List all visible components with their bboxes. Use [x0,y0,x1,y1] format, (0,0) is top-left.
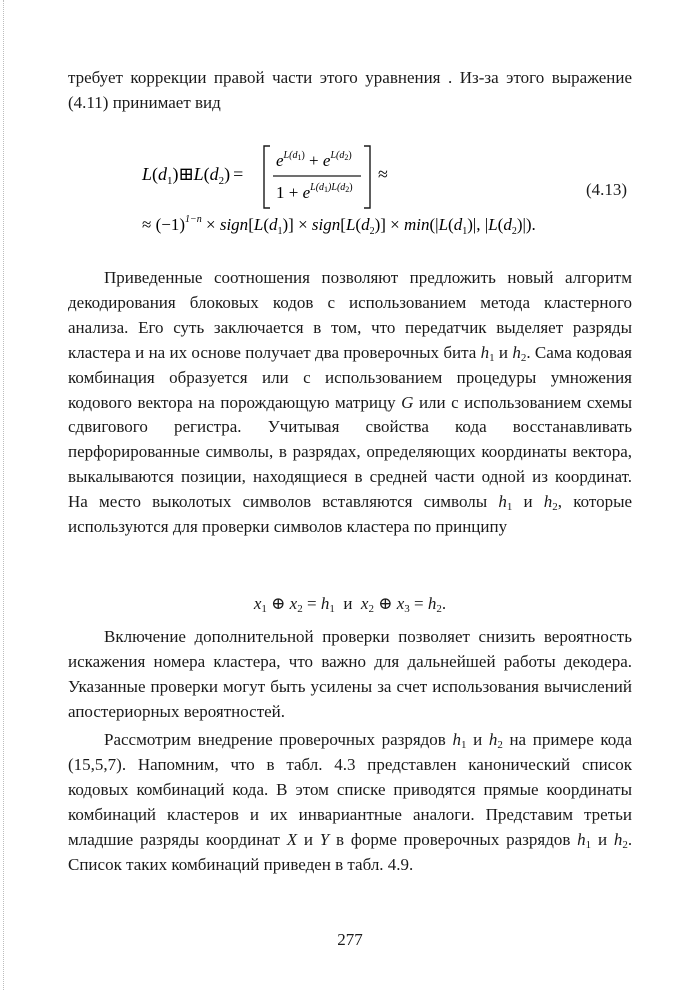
eq-lhs-d1: d [158,164,168,184]
eq-lhs-L1: L [142,164,153,184]
eq-left-bracket [264,146,270,208]
eq-lhs-sub2: 2 [218,175,225,187]
eq-lhs-d2: d [209,164,219,184]
equation-4-13 [0,136,700,266]
check-equation: $x_1$ ⊕ $x_2 = h_1$ и $x_2$ ⊕ $x_3 = h_2$. [253,594,447,615]
svg-text:L(d1)⊞L(d2)=: $L(d_1)⊞L(d_2)$ = [142,164,244,187]
eq-line2: ≈ $(-1)^{1-n}$ × $sign[L(d_1)]$ × $sign[L(d_2)] \times \min(|L(d_1)|$, $|L(d_2)|$). [142,214,536,237]
var-X: X [286,829,298,849]
equation-number: (4.13) [586,180,628,199]
eq-numerator: $e^{L(d}1) + e^{L(d}2$) [276,150,352,170]
eq-right-bracket [364,146,370,208]
paragraph-code-example: Рассмотрим внедрение проверочных разрядов $h_1$ и $h_2$ на примере кода (15,5,7). Напомним, что в табл. 4.3 представлен канонический список кодовых комбинаций кода. В этом списке приводятся прямые координаты комбинаций кластеров и их инвариантные аналоги. Представим третьи младшие разряды координат X и Y в форме проверочных разрядов $h_1$ и $h_2$. Список таких комбинаций приведен в табл. 4.9. [68,730,633,874]
eq-approx-1: ≈ [378,164,388,184]
paragraph-additional-check: Включение дополнительной проверки позволяет снизить вероятность искажения номера кластера, что важно для дальнейшей работы декодера. Указанные проверки могут быть усилены за счет использования вычислений апостериорных вероятностей. [68,627,632,721]
page-number: 277 [337,930,363,949]
eq-equals: = [233,164,244,184]
eq-denominator: $1 + e^{L(d}1)L(d2)$ [276,182,353,202]
paragraph-cluster-algorithm: Приведенные соотношения позволяют предложить новый алгоритм декодирования блоковых кодов с использованием метода кластерного анализа. Его суть заключается в том, что передатчик выделяет разряды кластера и на их основе получает два проверочных бита $h_1$ и $h_2$. Сама кодовая комбинация образуется или с использованием процедуры умножения кодового вектора на порождающую матрицу G или с использованием схемы сдвигового регистра. Учитывая свойства кода восстанавливать перфорированные символы, в разрядах, определяющих координаты вектора, выкалываются позиции, находящиеся в средней части одной из координат. На место выколотых символов вставляются символы $h_1$ и $h_2$, которые используются для проверки символов кластера по принципу [68,268,633,537]
eq-lhs-L2: L [193,164,204,184]
eq-operator: ⊞ [178,164,194,184]
var-h1: h [480,342,490,362]
intro-paragraph: требует коррекции правой части этого уравнения . Из-за этого выражение (4.11) принимает вид [68,68,632,112]
var-h2: h [512,342,521,362]
var-Y: Y [319,829,330,849]
var-G: G [401,392,414,412]
eq-lhs-sub1: 1 [167,175,173,187]
